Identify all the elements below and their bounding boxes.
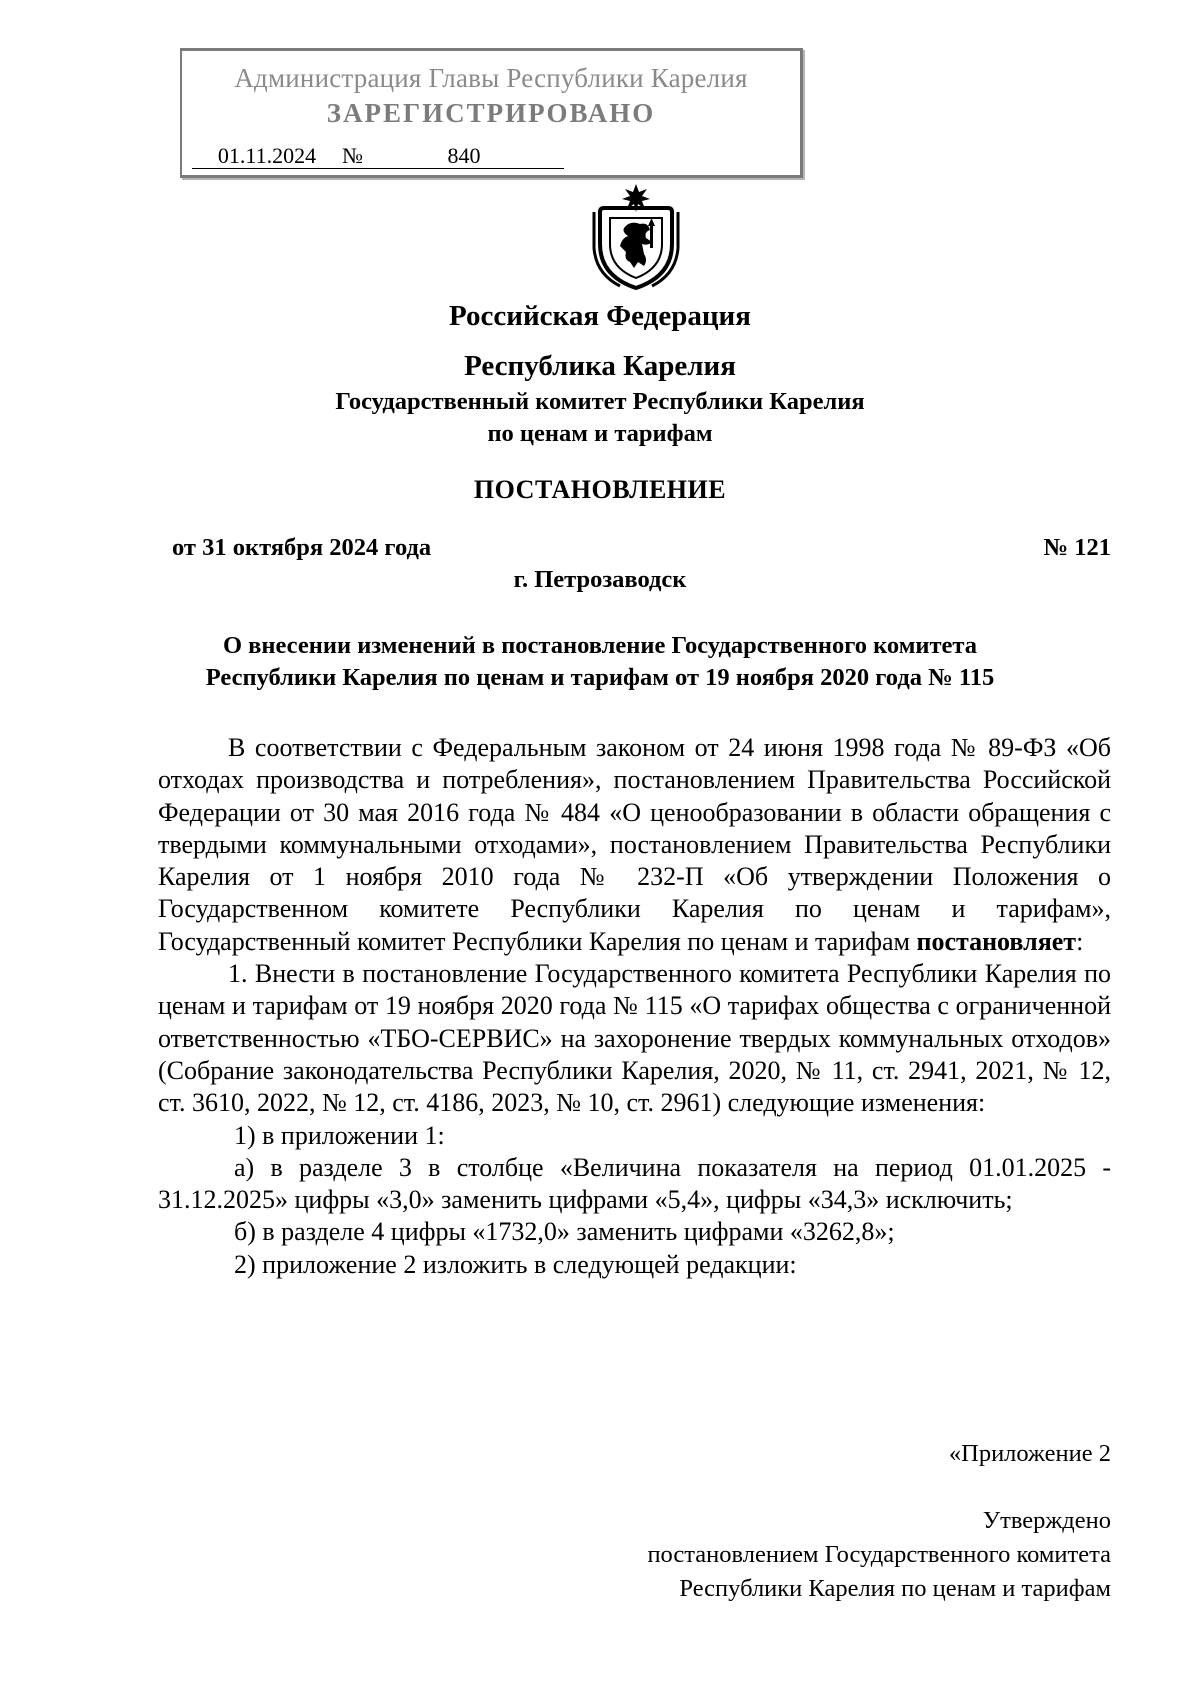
registration-stamp [180,48,803,178]
document-city: г. Петрозаводск [513,566,687,593]
appendix-label: «Приложение 2 [948,1440,1111,1467]
appendix-approved-by-line2: Республики Карелия по ценам и тарифам [679,1575,1111,1602]
republic-heading: Республика Карелия [464,350,736,382]
federation-heading: Российская Федерация [449,300,751,332]
item-1-1-a: а) в разделе 3 в столбце «Величина показателя на период 01.01.2025 - 31.12.2025» цифры «3,0» заменить цифрами «5,4», цифры «34,3» исключить; [158,1152,1111,1215]
stamp-registered: ЗАРЕГИСТРИРОВАНО [326,98,656,128]
item-1-1-b: б) в разделе 4 цифры «1732,0» заменить цифрами «3262,8»; [234,1217,895,1247]
item-1-2: 2) приложение 2 изложить в следующей редакции: [234,1249,797,1279]
subject-line2: Республики Карелия по ценам и тарифам от 19 ноября 2020 года № 115 [205,664,995,691]
preamble-end: : [1076,926,1084,956]
preamble-paragraph [158,732,1111,958]
document-date: от 31 октября 2024 года [172,534,432,561]
document-body [158,732,1111,1281]
item-1: 1. Внести в постановление Государственного комитета Республики Карелия по ценам и тарифам от 19 ноября 2020 года № 115 «О тарифах общества с ограниченной ответственностью «ТБО-СЕРВИС» на захоронение твердых коммунальных отходов» (Собрание законодательства Республики Карелия, 2020, № 11, ст. 2941, 2021, № 12, ст. 3610, 2022, № 12, ст. 4186, 2023, № 10, ст. 2961) следующие изменения: [158,959,1111,1118]
committee-heading-line1: Государственный комитет Республики Карелия [335,388,865,415]
stamp-reg-number: 840 [364,144,564,169]
stamp-registration-fields [192,143,564,169]
appendix-approved-by-line1: постановлением Государственного комитета [647,1541,1111,1568]
karelia-coat-of-arms-icon [590,182,682,290]
stamp-reg-date: 01.11.2024 [192,144,342,169]
document-type: ПОСТАНОВЛЕНИЕ [473,475,727,504]
preamble-text: В соответствии с Федеральным законом от 24 июня 1998 года № 89-ФЗ «Об отходах производства и потребления», постановлением Правительства Российской Федерации от 30 мая 2016 года № 484 «О ценообразовании в области обращения с твердыми коммунальными отходами», постановлением Правительства Республики Карелия от 1 ноября 2010 года № 232-П «Об утверждении Положения о Государственном комитете Республики Карелия по ценам и тарифам», Государственный комитет Республики Карелия по ценам и тарифам [158,733,1111,956]
appendix-approved: Утверждено [982,1507,1111,1534]
item-1-1: 1) в приложении 1: [234,1120,445,1150]
stamp-authority: Администрация Главы Республики Карелия [234,63,748,93]
stamp-reg-no-label: № [342,143,363,168]
subject-line1: О внесении изменений в постановление Государственного комитета [222,632,978,659]
committee-heading-line2: по ценам и тарифам [487,420,713,447]
preamble-resolves: постановляет [916,926,1077,956]
document-number: № 121 [1043,534,1111,561]
